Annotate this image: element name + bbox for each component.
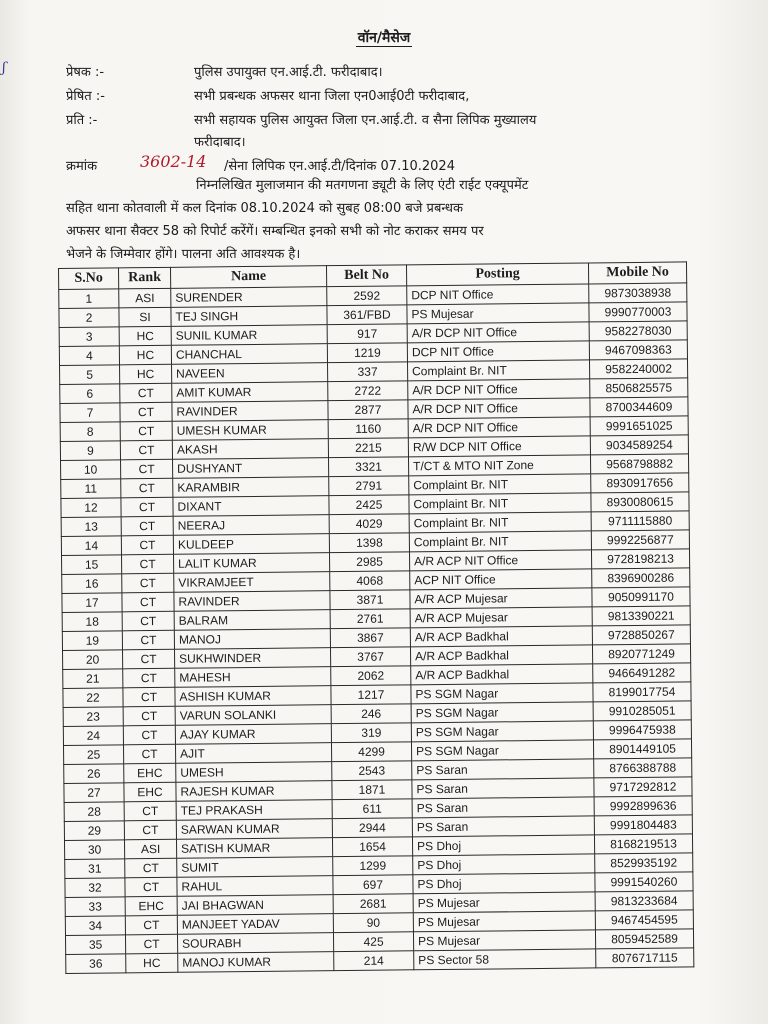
cell-posting: R/W DCP NIT Office bbox=[408, 436, 590, 457]
cell-rank: SI bbox=[119, 307, 171, 327]
cell-rank: CT bbox=[123, 744, 175, 764]
cell-mobile: 8059452589 bbox=[595, 929, 693, 949]
cell-rank: CT bbox=[122, 554, 174, 574]
cell-sno: 33 bbox=[65, 897, 125, 917]
cell-sno: 28 bbox=[64, 802, 124, 822]
cell-posting: A/R ACP Badkhal bbox=[410, 645, 592, 666]
cell-sno: 13 bbox=[61, 517, 121, 537]
cell-name: SUKHWINDER bbox=[174, 648, 330, 669]
cell-rank: HC bbox=[120, 364, 172, 384]
cell-name: JAI BHAGWAN bbox=[177, 895, 333, 916]
col-header-posting: Posting bbox=[406, 263, 588, 286]
cell-sno: 20 bbox=[63, 650, 123, 670]
cell-mobile: 9728198213 bbox=[591, 549, 689, 569]
cell-posting: Complaint Br. NIT bbox=[409, 493, 591, 514]
cell-name: BALRAM bbox=[174, 610, 330, 631]
personnel-table bbox=[58, 261, 694, 974]
cell-mobile: 9034589254 bbox=[590, 435, 688, 455]
cell-sno: 5 bbox=[60, 365, 120, 385]
cell-rank: CT bbox=[124, 820, 176, 840]
cell-mobile: 8396900286 bbox=[592, 568, 690, 588]
cell-rank: CT bbox=[122, 573, 174, 593]
cell-posting: A/R DCP NIT Office bbox=[408, 398, 590, 419]
cell-name: KULDEEP bbox=[173, 534, 329, 555]
cell-sno: 22 bbox=[63, 688, 123, 708]
cell-belt-no: 1654 bbox=[332, 837, 412, 857]
cell-mobile: 9991651025 bbox=[590, 416, 688, 436]
cell-belt-no: 2791 bbox=[329, 476, 409, 496]
cell-belt-no: 2877 bbox=[328, 400, 408, 420]
cell-mobile: 9873038938 bbox=[589, 283, 687, 303]
cell-name: SUMIT bbox=[177, 857, 333, 878]
cell-sno: 18 bbox=[62, 612, 122, 632]
cell-belt-no: 361/FBD bbox=[327, 305, 407, 325]
header-label: प्रेषित :- bbox=[66, 89, 105, 104]
cell-sno: 10 bbox=[61, 460, 121, 480]
cell-rank: CT bbox=[125, 934, 177, 954]
cell-posting: A/R ACP Mujesar bbox=[410, 607, 592, 628]
cell-name: MANJEET YADAV bbox=[177, 914, 333, 935]
cell-sno: 12 bbox=[61, 498, 121, 518]
col-header-name: Name bbox=[170, 266, 326, 289]
cell-name: SATISH KUMAR bbox=[176, 838, 332, 859]
cell-posting: PS Dhoj bbox=[413, 854, 595, 875]
cell-belt-no: 2062 bbox=[331, 666, 411, 686]
cell-posting: PS SGM Nagar bbox=[411, 740, 593, 761]
cell-posting: ACP NIT Office bbox=[410, 569, 592, 590]
cell-rank: CT bbox=[123, 649, 175, 669]
cell-belt-no: 4068 bbox=[330, 571, 410, 591]
cell-belt-no: 1217 bbox=[331, 685, 411, 705]
cell-belt-no: 4029 bbox=[329, 514, 409, 534]
header-copy-to bbox=[66, 110, 706, 128]
cell-mobile: 8920771249 bbox=[592, 644, 690, 664]
cell-sno: 3 bbox=[59, 327, 119, 347]
cell-rank: CT bbox=[125, 877, 177, 897]
cell-name: SUNIL KUMAR bbox=[171, 325, 327, 346]
cell-name: SOURABH bbox=[177, 933, 333, 954]
col-header-rank: Rank bbox=[119, 267, 171, 289]
reference-line bbox=[66, 152, 706, 176]
header-text: फरीदाबाद। bbox=[194, 135, 246, 150]
cell-mobile: 9991804483 bbox=[594, 815, 692, 835]
col-header-belt-no: Belt No bbox=[326, 265, 406, 287]
cell-rank: CT bbox=[125, 915, 177, 935]
cell-rank: CT bbox=[121, 478, 173, 498]
header-label: प्रेषक :- bbox=[66, 65, 105, 80]
cell-sno: 8 bbox=[60, 422, 120, 442]
cell-mobile: 8199017754 bbox=[593, 682, 691, 702]
header-sender bbox=[66, 62, 706, 80]
cell-mobile: 9717292812 bbox=[594, 777, 692, 797]
cell-sno: 36 bbox=[66, 954, 126, 974]
cell-belt-no: 1299 bbox=[333, 856, 413, 876]
header-sent-to bbox=[66, 86, 706, 104]
cell-rank: CT bbox=[121, 497, 173, 517]
cell-belt-no: 90 bbox=[333, 913, 413, 933]
cell-posting: PS Dhoj bbox=[413, 873, 595, 894]
cell-sno: 14 bbox=[61, 536, 121, 556]
cell-mobile: 9467454595 bbox=[595, 910, 693, 930]
cell-name: SURENDER bbox=[171, 287, 327, 308]
cell-posting: A/R ACP NIT Office bbox=[409, 550, 591, 571]
cell-name: MAHESH bbox=[175, 667, 331, 688]
cell-mobile: 9996475938 bbox=[593, 720, 691, 740]
cell-rank: EHC bbox=[124, 782, 176, 802]
cell-rank: HC bbox=[126, 953, 178, 973]
cell-posting: PS Mujesar bbox=[407, 303, 589, 324]
cell-mobile: 9813233684 bbox=[595, 891, 693, 911]
body-line: निम्नलिखित मुलाजमान की मतगणना ड्यूटी के लिए एंटी राईट एक्यूपमेंट bbox=[196, 178, 529, 193]
cell-posting: DCP NIT Office bbox=[407, 284, 589, 305]
cell-posting: PS Saran bbox=[412, 797, 594, 818]
reference-text: /सेना लिपिक एन.आई.टी/दिनांक 07.10.2024 bbox=[224, 159, 455, 174]
cell-rank: CT bbox=[124, 801, 176, 821]
cell-rank: HC bbox=[119, 345, 171, 365]
cell-sno: 31 bbox=[65, 859, 125, 879]
cell-sno: 4 bbox=[59, 346, 119, 366]
cell-posting: A/R ACP Badkhal bbox=[410, 626, 592, 647]
cell-name: TEJ SINGH bbox=[171, 306, 327, 327]
cell-rank: CT bbox=[123, 706, 175, 726]
cell-belt-no: 2944 bbox=[332, 818, 412, 838]
cell-belt-no: 917 bbox=[327, 324, 407, 344]
header-text: सभी सहायक पुलिस आयुक्त जिला एन.आई.टी. व सैना लिपिक मुख्यालय bbox=[194, 113, 537, 128]
handwritten-reference-number: 3602-14 bbox=[140, 152, 207, 171]
cell-posting: PS SGM Nagar bbox=[411, 683, 593, 704]
cell-mobile: 8700344609 bbox=[590, 397, 688, 417]
cell-rank: CT bbox=[123, 668, 175, 688]
cell-mobile: 9991540260 bbox=[595, 872, 693, 892]
cell-belt-no: 337 bbox=[328, 362, 408, 382]
cell-sno: 32 bbox=[65, 878, 125, 898]
cell-sno: 2 bbox=[59, 308, 119, 328]
cell-sno: 27 bbox=[64, 783, 124, 803]
cell-posting: PS Mujesar bbox=[413, 892, 595, 913]
cell-rank: CT bbox=[120, 402, 172, 422]
body-paragraph bbox=[66, 174, 706, 266]
cell-belt-no: 3867 bbox=[330, 628, 410, 648]
cell-posting: Complaint Br. NIT bbox=[408, 360, 590, 381]
cell-mobile: 8766388788 bbox=[594, 758, 692, 778]
cell-rank: CT bbox=[122, 611, 174, 631]
cell-belt-no: 1398 bbox=[329, 533, 409, 553]
cell-belt-no: 2681 bbox=[333, 894, 413, 914]
cell-mobile: 8168219513 bbox=[594, 834, 692, 854]
cell-mobile: 9813390221 bbox=[592, 606, 690, 626]
cell-mobile: 9466491282 bbox=[593, 663, 691, 683]
cell-rank: CT bbox=[123, 687, 175, 707]
cell-sno: 16 bbox=[62, 574, 122, 594]
cell-name: RAJESH KUMAR bbox=[176, 781, 332, 802]
cell-sno: 7 bbox=[60, 403, 120, 423]
cell-mobile: 9582278030 bbox=[589, 321, 687, 341]
cell-posting: PS SGM Nagar bbox=[411, 702, 593, 723]
cell-mobile: 8506825575 bbox=[590, 378, 688, 398]
cell-mobile: 8930917656 bbox=[591, 473, 689, 493]
body-line: अफसर थाना सैक्टर 58 को रिपोर्ट करेंगें। सम्बन्धित इनको सभी को नोट कराकर समय पर bbox=[66, 224, 484, 239]
cell-name: AJAY KUMAR bbox=[175, 724, 331, 745]
cell-sno: 35 bbox=[65, 935, 125, 955]
cell-sno: 24 bbox=[63, 726, 123, 746]
body-line: सहित थाना कोतवाली में कल दिनांक 08.10.2024 को सुबह 08:00 बजे प्रबन्धक bbox=[66, 201, 463, 216]
cell-posting: T/CT & MTO NIT Zone bbox=[408, 455, 590, 476]
cell-mobile: 9992256877 bbox=[591, 530, 689, 550]
cell-sno: 9 bbox=[60, 441, 120, 461]
header-copy-to-cont bbox=[66, 132, 706, 150]
cell-name: RAHUL bbox=[177, 876, 333, 897]
cell-belt-no: 246 bbox=[331, 704, 411, 724]
cell-belt-no: 3871 bbox=[330, 590, 410, 610]
cell-belt-no: 1871 bbox=[332, 780, 412, 800]
col-header-sno: S.No bbox=[59, 268, 119, 290]
cell-name: CHANCHAL bbox=[171, 344, 327, 365]
cell-belt-no: 4299 bbox=[331, 742, 411, 762]
cell-name: AJIT bbox=[175, 743, 331, 764]
cell-belt-no: 2592 bbox=[327, 286, 407, 306]
cell-rank: HC bbox=[119, 326, 171, 346]
cell-sno: 30 bbox=[64, 840, 124, 860]
cell-posting: PS Mujesar bbox=[413, 911, 595, 932]
cell-mobile: 9050991170 bbox=[592, 587, 690, 607]
cell-posting: A/R ACP Badkhal bbox=[411, 664, 593, 685]
cell-mobile: 9711115880 bbox=[591, 511, 689, 531]
cell-posting: PS Saran bbox=[412, 778, 594, 799]
header-text: पुलिस उपायुक्त एन.आई.टी. फरीदाबाद। bbox=[194, 65, 383, 80]
cell-name: DUSHYANT bbox=[173, 458, 329, 479]
cell-rank: CT bbox=[120, 383, 172, 403]
cell-rank: CT bbox=[121, 516, 173, 536]
cell-posting: Complaint Br. NIT bbox=[409, 531, 591, 552]
cell-belt-no: 2761 bbox=[330, 609, 410, 629]
cell-rank: CT bbox=[120, 421, 172, 441]
cell-rank: CT bbox=[125, 858, 177, 878]
cell-posting: PS Sector 58 bbox=[414, 949, 596, 970]
cell-rank: CT bbox=[121, 459, 173, 479]
cell-name: AKASH bbox=[172, 439, 328, 460]
cell-name: RAVINDER bbox=[172, 401, 328, 422]
cell-belt-no: 2985 bbox=[329, 552, 409, 572]
header-text: सभी प्रबन्धक अफसर थाना जिला एन0आई0टी फरीदाबाद, bbox=[194, 89, 470, 104]
cell-mobile: 8930080615 bbox=[591, 492, 689, 512]
cell-belt-no: 1219 bbox=[327, 343, 407, 363]
cell-posting: DCP NIT Office bbox=[407, 341, 589, 362]
cell-sno: 1 bbox=[59, 289, 119, 309]
cell-mobile: 9568798882 bbox=[590, 454, 688, 474]
cell-posting: PS Saran bbox=[412, 759, 594, 780]
cell-name: TEJ PRAKASH bbox=[176, 800, 332, 821]
cell-sno: 29 bbox=[64, 821, 124, 841]
cell-mobile: 8901449105 bbox=[593, 739, 691, 759]
header-label: प्रति :- bbox=[66, 113, 98, 128]
cell-belt-no: 3321 bbox=[329, 457, 409, 477]
cell-posting: PS SGM Nagar bbox=[411, 721, 593, 742]
cell-name: AMIT KUMAR bbox=[172, 382, 328, 403]
cell-rank: CT bbox=[122, 630, 174, 650]
cell-rank: CT bbox=[120, 440, 172, 460]
cell-sno: 6 bbox=[60, 384, 120, 404]
margin-ink-mark: ʃ bbox=[2, 60, 6, 76]
cell-name: NEERAJ bbox=[173, 515, 329, 536]
cell-rank: ASI bbox=[119, 288, 171, 308]
cell-sno: 21 bbox=[63, 669, 123, 689]
cell-posting: PS Dhoj bbox=[412, 835, 594, 856]
cell-sno: 17 bbox=[62, 593, 122, 613]
cell-belt-no: 2543 bbox=[332, 761, 412, 781]
cell-sno: 11 bbox=[61, 479, 121, 499]
cell-name: LALIT KUMAR bbox=[174, 553, 330, 574]
cell-rank: CT bbox=[121, 535, 173, 555]
cell-belt-no: 2425 bbox=[329, 495, 409, 515]
document-title: वॉन/मैसेज bbox=[357, 30, 411, 46]
cell-name: KARAMBIR bbox=[173, 477, 329, 498]
cell-posting: PS Saran bbox=[412, 816, 594, 837]
cell-mobile: 9992899636 bbox=[594, 796, 692, 816]
cell-belt-no: 319 bbox=[331, 723, 411, 743]
col-header-mobile: Mobile No bbox=[588, 262, 686, 284]
cell-belt-no: 214 bbox=[334, 951, 414, 971]
cell-sno: 26 bbox=[64, 764, 124, 784]
cell-rank: EHC bbox=[124, 763, 176, 783]
table-body bbox=[59, 283, 694, 974]
cell-name: DIXANT bbox=[173, 496, 329, 517]
cell-sno: 15 bbox=[62, 555, 122, 575]
cell-sno: 34 bbox=[65, 916, 125, 936]
cell-posting: Complaint Br. NIT bbox=[409, 512, 591, 533]
cell-posting: A/R DCP NIT Office bbox=[407, 322, 589, 343]
cell-sno: 25 bbox=[64, 745, 124, 765]
cell-name: MANOJ KUMAR bbox=[178, 952, 334, 973]
cell-belt-no: 3767 bbox=[330, 647, 410, 667]
cell-posting: A/R DCP NIT Office bbox=[408, 379, 590, 400]
cell-rank: EHC bbox=[125, 896, 177, 916]
cell-rank: ASI bbox=[124, 839, 176, 859]
cell-belt-no: 611 bbox=[332, 799, 412, 819]
reference-label: क्रमांक bbox=[66, 159, 98, 174]
cell-name: VARUN SOLANKI bbox=[175, 705, 331, 726]
cell-mobile: 9990770003 bbox=[589, 302, 687, 322]
cell-name: NAVEEN bbox=[172, 363, 328, 384]
cell-sno: 23 bbox=[63, 707, 123, 727]
cell-mobile: 9728850267 bbox=[592, 625, 690, 645]
cell-name: VIKRAMJEET bbox=[174, 572, 330, 593]
cell-name: ASHISH KUMAR bbox=[175, 686, 331, 707]
cell-mobile: 9910285051 bbox=[593, 701, 691, 721]
cell-rank: CT bbox=[122, 592, 174, 612]
cell-posting: A/R ACP Mujesar bbox=[410, 588, 592, 609]
cell-rank: CT bbox=[123, 725, 175, 745]
cell-belt-no: 425 bbox=[333, 932, 413, 952]
cell-mobile: 8076717115 bbox=[596, 948, 694, 968]
cell-belt-no: 697 bbox=[333, 875, 413, 895]
cell-name: MANOJ bbox=[174, 629, 330, 650]
body-line: भेजने के जिम्मेवार होंगे। पालना अति आवश्यक है। bbox=[66, 247, 301, 262]
cell-name: RAVINDER bbox=[174, 591, 330, 612]
cell-belt-no: 2722 bbox=[328, 381, 408, 401]
cell-posting: Complaint Br. NIT bbox=[409, 474, 591, 495]
cell-name: UMESH bbox=[176, 762, 332, 783]
cell-sno: 19 bbox=[62, 631, 122, 651]
cell-name: SARWAN KUMAR bbox=[176, 819, 332, 840]
cell-belt-no: 2215 bbox=[328, 438, 408, 458]
cell-mobile: 8529935192 bbox=[595, 853, 693, 873]
cell-name: UMESH KUMAR bbox=[172, 420, 328, 441]
cell-belt-no: 1160 bbox=[328, 419, 408, 439]
cell-posting: PS Mujesar bbox=[413, 930, 595, 951]
cell-mobile: 9582240002 bbox=[589, 359, 687, 379]
cell-mobile: 9467098363 bbox=[589, 340, 687, 360]
cell-posting: A/R DCP NIT Office bbox=[408, 417, 590, 438]
